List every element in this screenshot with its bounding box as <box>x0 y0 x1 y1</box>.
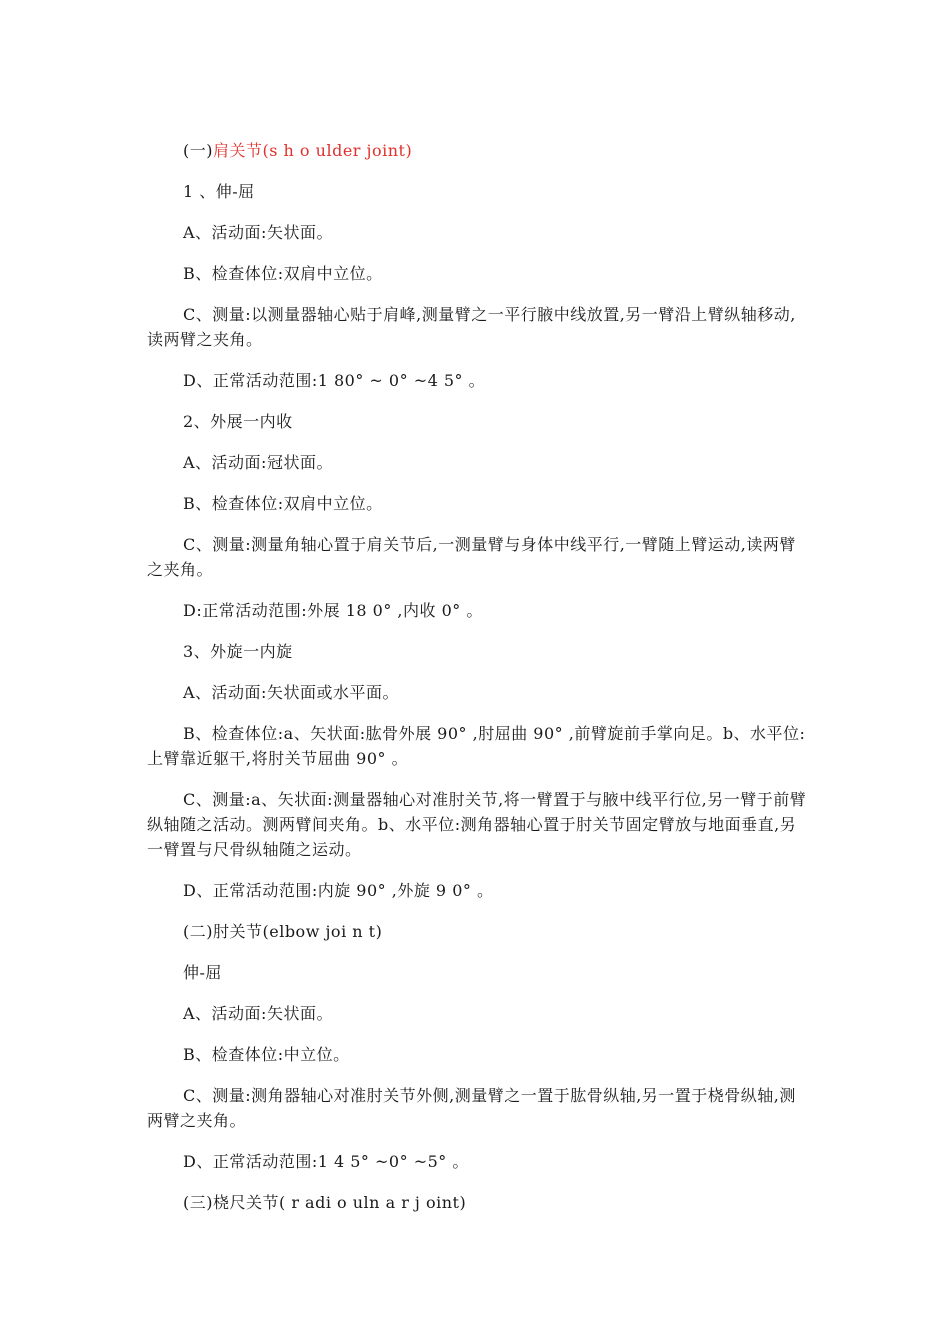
paragraph: D、正常活动范围:1 4 5° ~0° ~5° 。 <box>183 1152 469 1171</box>
document-body <box>147 138 809 1231</box>
paragraph: B、检查体位:a、矢状面:肱骨外展 90° ,肘屈曲 90° ,前臂旋前手掌向足。b、水平位:上臂靠近躯干,将肘关节屈曲 90° 。 <box>147 724 806 768</box>
paragraph: A、活动面:冠状面。 <box>183 453 333 472</box>
section-heading-shoulder <box>147 138 809 163</box>
paragraph: B、检查体位:双肩中立位。 <box>183 264 383 283</box>
paragraph: C、测量:测量角轴心置于肩关节后,一测量臂与身体中线平行,一臂随上臂运动,读两臂之夹角。 <box>147 535 796 579</box>
paragraph: 1 、伸-屈 <box>183 182 255 201</box>
heading-prefix: (一) <box>183 141 213 160</box>
paragraph: C、测量:以测量器轴心贴于肩峰,测量臂之一平行腋中线放置,另一臂沿上臂纵轴移动,读两臂之夹角。 <box>147 305 796 349</box>
paragraph: 伸-屈 <box>183 963 222 982</box>
section-heading-elbow: (二)肘关节(elbow joi n t) <box>183 922 383 941</box>
paragraph: C、测量:测角器轴心对准肘关节外侧,测量臂之一置于肱骨纵轴,另一置于桡骨纵轴,测两臂之夹角。 <box>147 1086 796 1130</box>
paragraph: D、正常活动范围:内旋 90° ,外旋 9 0° 。 <box>183 881 494 900</box>
heading-red-text: 肩关节(s h o ulder joint) <box>213 141 413 160</box>
paragraph: D:正常活动范围:外展 18 0° ,内收 0° 。 <box>183 601 483 620</box>
paragraph: C、测量:a、矢状面:测量器轴心对准肘关节,将一臂置于与腋中线平行位,另一臂于前臂纵轴随之活动。测两臂间夹角。b、水平位:测角器轴心置于肘关节固定臂放与地面垂直,另一臂置与尺骨纵轴随之运动。 <box>147 790 807 859</box>
section-heading-radioulnar: (三)桡尺关节( r adi o uln a r j oint) <box>183 1193 467 1212</box>
paragraph: D、正常活动范围:1 80° ~ 0° ~4 5° 。 <box>183 371 486 390</box>
paragraph: 3、外旋一内旋 <box>183 642 293 661</box>
paragraph: A、活动面:矢状面。 <box>183 223 333 242</box>
paragraph: 2、外展一内收 <box>183 412 293 431</box>
paragraph: B、检查体位:双肩中立位。 <box>183 494 383 513</box>
paragraph: A、活动面:矢状面或水平面。 <box>183 683 399 702</box>
paragraph: B、检查体位:中立位。 <box>183 1045 350 1064</box>
paragraph: A、活动面:矢状面。 <box>183 1004 333 1023</box>
